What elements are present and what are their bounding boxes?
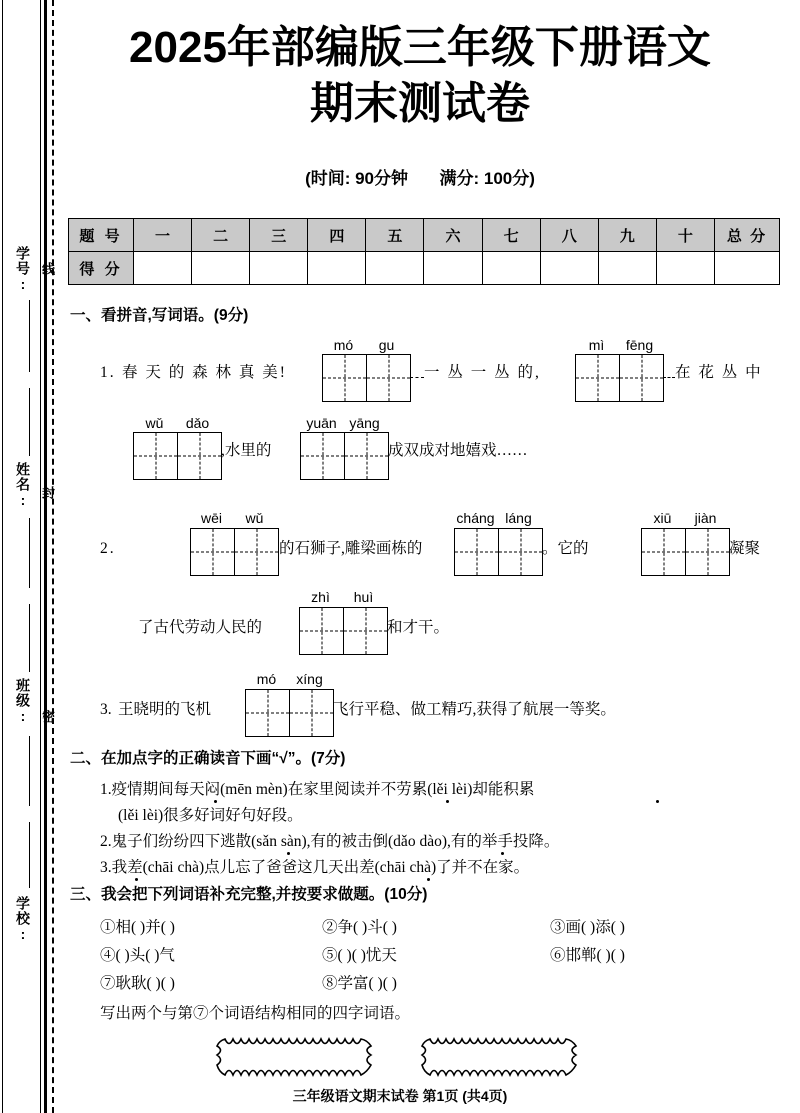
score-table-col-9: 九 bbox=[598, 219, 656, 252]
sidebar-field-class: 班级: bbox=[15, 678, 31, 725]
s1-q1b-text-a: ,水里的 bbox=[221, 442, 272, 459]
s2-line-3: 2.鬼子们纷纷四下逃散(sǎn sàn),有的被击倒(dǎo dào),有的举手投降。 bbox=[100, 833, 560, 850]
s1-q3-box[interactable] bbox=[245, 689, 334, 737]
s1-q1-pinyin-1b: gu bbox=[378, 337, 395, 353]
s3-row1-col3[interactable]: ③画( )添( ) bbox=[550, 919, 625, 936]
section-3-heading: 三、我会把下列词语补充完整,并按要求做题。(10分) bbox=[70, 886, 428, 903]
score-table-col-5: 五 bbox=[366, 219, 424, 252]
s3-row3-col2[interactable]: ⑧学富( )( ) bbox=[322, 975, 397, 992]
s1-q1-box-2[interactable] bbox=[575, 354, 664, 402]
score-cell-1[interactable] bbox=[134, 252, 192, 285]
s1-q1-pinyin-2b: fēng bbox=[625, 337, 654, 353]
s1-q2-pinyin-3b: jiàn bbox=[694, 510, 717, 526]
seal-char-xian: 线 bbox=[40, 262, 55, 276]
s1-q2-pinyin-1b: wǔ bbox=[245, 510, 264, 526]
emphasis-dot bbox=[135, 878, 138, 881]
score-table-label-score: 得 分 bbox=[69, 252, 134, 285]
s1-q2-text-d: 凝聚 bbox=[729, 540, 761, 557]
s3-row2-col2[interactable]: ⑤( )( )忧天 bbox=[322, 947, 397, 964]
s1-q1-pinyin-2a: mì bbox=[588, 337, 605, 353]
s1-q2-box-1[interactable] bbox=[190, 528, 279, 576]
score-table-col-6: 六 bbox=[424, 219, 482, 252]
emphasis-dot bbox=[501, 852, 504, 855]
sidebar-rule-6 bbox=[29, 822, 30, 888]
s1-q2-pinyin-3a: xiū bbox=[653, 510, 672, 526]
s1-q3-pinyin-b: xíng bbox=[296, 671, 323, 687]
emphasis-dot bbox=[446, 800, 449, 803]
s1-q1-box-1-lead bbox=[410, 377, 424, 378]
s1-q2-number: 2. bbox=[100, 540, 116, 557]
emphasis-dot bbox=[287, 852, 290, 855]
exam-meta bbox=[70, 164, 770, 189]
s1-q1-pinyin-1a: mó bbox=[333, 337, 354, 353]
s1-q2-box-3[interactable] bbox=[641, 528, 730, 576]
s1-q1b-text-b: 成双成对地嬉戏…… bbox=[388, 442, 528, 459]
seal-char-feng: 封 bbox=[40, 486, 55, 500]
s1-q1-number: 1. bbox=[100, 364, 116, 381]
emphasis-dot bbox=[214, 800, 217, 803]
sidebar-field-student-id: 学号: bbox=[15, 246, 31, 293]
page-title-line1: 2025年部编版三年级下册语文 bbox=[129, 23, 711, 72]
score-table-col-total: 总 分 bbox=[715, 219, 780, 252]
sidebar-rule-1 bbox=[29, 300, 30, 372]
score-cell-4[interactable] bbox=[308, 252, 366, 285]
s3-prompt: 写出两个与第⑦个词语结构相同的四字词语。 bbox=[100, 1005, 411, 1022]
sidebar-field-name: 姓名: bbox=[15, 462, 31, 509]
score-table-score-row bbox=[69, 252, 780, 285]
s3-row2-col3[interactable]: ⑥邯郸( )( ) bbox=[550, 947, 625, 964]
sidebar-rule-4 bbox=[29, 604, 30, 672]
s1-q2b-pinyin-a: zhì bbox=[311, 589, 330, 605]
exam-duration: (时间: 90分钟 bbox=[305, 169, 409, 188]
score-table-col-7: 七 bbox=[482, 219, 540, 252]
score-cell-7[interactable] bbox=[482, 252, 540, 285]
sidebar-rule-5 bbox=[29, 736, 30, 806]
sidebar-rule-2 bbox=[29, 388, 30, 456]
seal-char-mi: 密 bbox=[40, 710, 55, 724]
score-cell-9[interactable] bbox=[598, 252, 656, 285]
section-1-heading: 一、看拼音,写词语。(9分) bbox=[70, 307, 249, 324]
s2-line-2: (lěi lèi)很多好词好句好段。 bbox=[118, 807, 303, 824]
s1-q3-text-a: 王晓明的飞机 bbox=[118, 701, 212, 718]
s1-q3-number: 3. bbox=[100, 701, 112, 718]
s1-q1b-box-2[interactable] bbox=[300, 432, 389, 480]
answer-box-2[interactable] bbox=[420, 1035, 588, 1080]
s1-q2-pinyin-2b: láng bbox=[505, 510, 532, 526]
s1-q3-text-b: 飞行平稳、做工精巧,获得了航展一等奖。 bbox=[333, 701, 616, 718]
section-2-heading: 二、在加点字的正确读音下画“√”。(7分) bbox=[70, 750, 346, 767]
emphasis-dot bbox=[656, 800, 659, 803]
score-table bbox=[68, 218, 780, 285]
binding-line-dashed bbox=[52, 0, 54, 1113]
score-table-header-row bbox=[69, 219, 780, 252]
score-cell-2[interactable] bbox=[192, 252, 250, 285]
sidebar-rule-3 bbox=[29, 518, 30, 588]
s1-q1b-pinyin-1a: wǔ bbox=[145, 415, 164, 431]
s3-row3-col1[interactable]: ⑦耿耿( )( ) bbox=[100, 975, 175, 992]
score-table-col-4: 四 bbox=[308, 219, 366, 252]
s1-q1-box-2-lead bbox=[663, 377, 675, 378]
answer-box-1[interactable] bbox=[215, 1035, 383, 1080]
exam-total-score: 满分: 100分) bbox=[439, 169, 535, 188]
s1-q1b-pinyin-1b: dǎo bbox=[185, 415, 210, 431]
s3-row2-col1[interactable]: ④( )头( )气 bbox=[100, 947, 175, 964]
score-cell-5[interactable] bbox=[366, 252, 424, 285]
s1-q2-box-2[interactable] bbox=[454, 528, 543, 576]
score-table-col-8: 八 bbox=[540, 219, 598, 252]
s3-row1-col2[interactable]: ②争( )斗( ) bbox=[322, 919, 397, 936]
s1-q1-box-1[interactable] bbox=[322, 354, 411, 402]
score-cell-6[interactable] bbox=[424, 252, 482, 285]
s1-q1-text-a: 春 天 的 森 林 真 美! bbox=[122, 364, 287, 381]
s1-q2-pinyin-2a: cháng bbox=[456, 510, 495, 526]
score-cell-3[interactable] bbox=[250, 252, 308, 285]
s1-q1b-pinyin-2a: yuān bbox=[306, 415, 337, 431]
s1-q2b-text-b: 和才干。 bbox=[387, 619, 450, 636]
binding-line-solid bbox=[40, 0, 41, 1113]
s3-row1-col1[interactable]: ①相( )并( ) bbox=[100, 919, 175, 936]
s1-q2b-pinyin-b: huì bbox=[353, 589, 374, 605]
s2-line-1: 1.疫情期间每天闷(mēn mèn)在家里阅读并不劳累(lěi lèi)却能积累 bbox=[100, 781, 535, 798]
score-cell-11[interactable] bbox=[715, 252, 780, 285]
s1-q2b-box[interactable] bbox=[299, 607, 388, 655]
score-table-col-3: 三 bbox=[250, 219, 308, 252]
score-table-col-2: 二 bbox=[192, 219, 250, 252]
page-title-line2: 期末测试卷 bbox=[310, 79, 530, 128]
page-footer: 三年级语文期末试卷 第1页 (共4页) bbox=[292, 1088, 508, 1104]
score-table-col-1: 一 bbox=[134, 219, 192, 252]
sidebar-field-school: 学校: bbox=[15, 896, 31, 943]
s1-q2-text-b: 的石狮子,雕梁画栋的 bbox=[279, 540, 423, 557]
score-cell-10[interactable] bbox=[656, 252, 714, 285]
s1-q1b-box-1[interactable] bbox=[133, 432, 222, 480]
score-table-label-question: 题 号 bbox=[69, 219, 134, 252]
emphasis-dot bbox=[427, 878, 430, 881]
s1-q1-text-b: 一 丛 一 丛 的, bbox=[424, 364, 541, 381]
s2-line-4: 3.我差(chāi chà)点儿忘了爸爸这几天出差(chāi chà)了并不在家。 bbox=[100, 859, 530, 876]
s1-q2-pinyin-1a: wēi bbox=[200, 510, 222, 526]
binding-line-thick bbox=[44, 0, 47, 1113]
score-table-col-10: 十 bbox=[656, 219, 714, 252]
page-left-border bbox=[2, 0, 3, 1113]
s1-q3-pinyin-a: mó bbox=[256, 671, 277, 687]
s1-q2b-text-a: 了古代劳动人民的 bbox=[138, 619, 263, 636]
s1-q1-text-c: 在 花 丛 中 bbox=[675, 364, 763, 381]
s1-q2-text-c: 。它的 bbox=[542, 540, 589, 557]
score-cell-8[interactable] bbox=[540, 252, 598, 285]
s1-q1b-pinyin-2b: yāng bbox=[349, 415, 380, 431]
